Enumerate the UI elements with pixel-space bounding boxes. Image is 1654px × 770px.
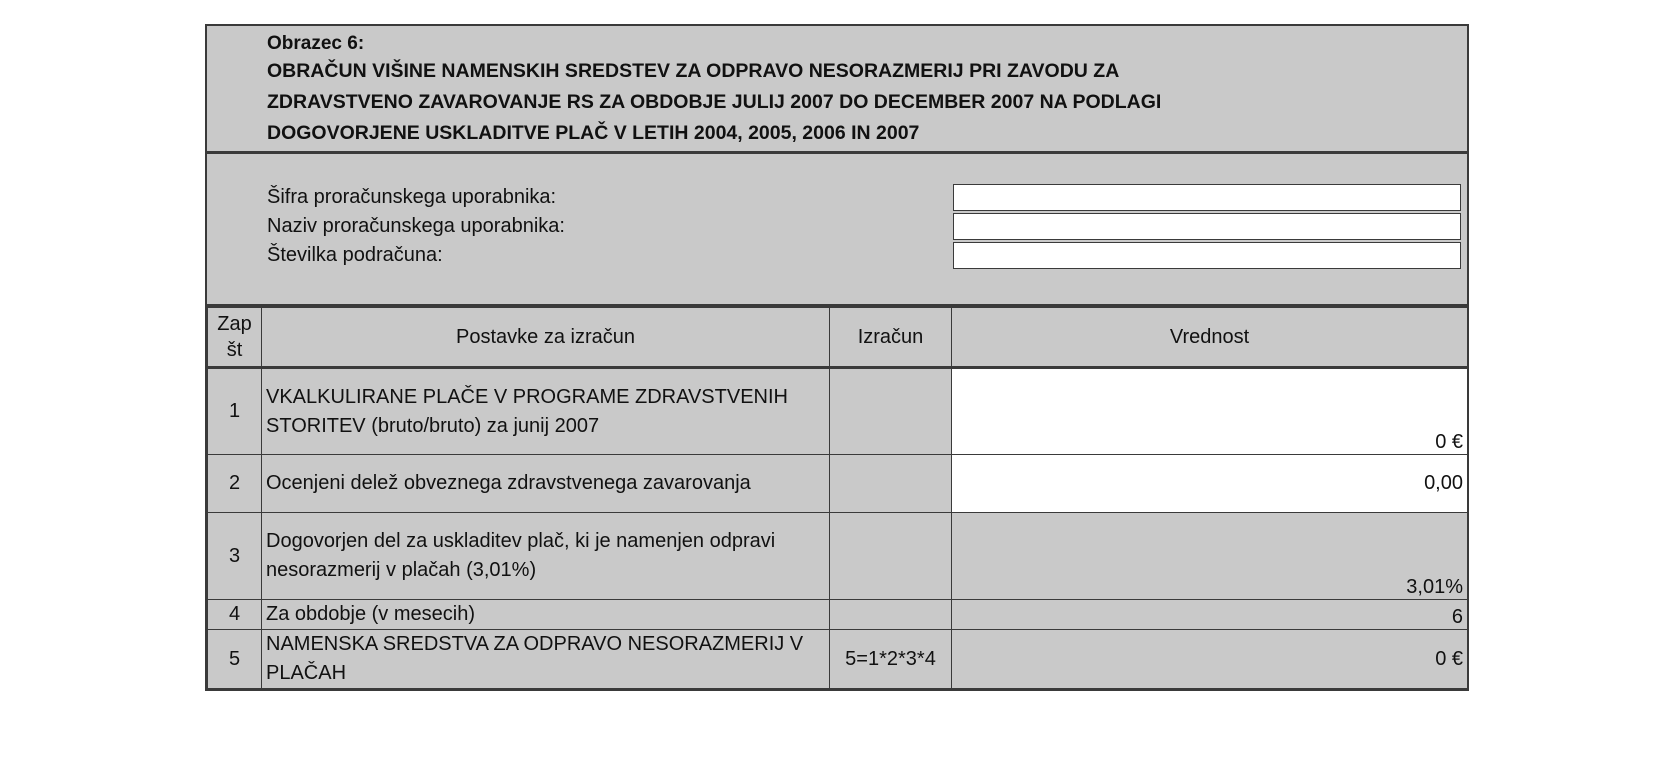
row-number: 5 [208,630,262,689]
naziv-field[interactable] [953,213,1461,240]
row-calc: 5=1*2*3*4 [830,630,952,689]
row-description: Za obdobje (v mesecih) [262,600,830,630]
row-description: NAMENSKA SREDSTVA ZA ODPRAVO NESORAZMERIJ V PLAČAH [262,630,830,689]
row-value: 3,01% [952,513,1468,600]
row-calc [830,455,952,513]
table-row [208,600,1468,630]
row-calc [830,600,952,630]
sifra-field[interactable] [953,184,1461,211]
stevilka-field[interactable] [953,242,1461,269]
calculation-table [207,307,1468,689]
form-header [207,26,1467,154]
header-vrednost: Vrednost [952,308,1468,368]
form-label: Obrazec 6: [267,33,365,54]
row-value-input[interactable]: 0 € [952,368,1468,455]
table-row [208,513,1468,600]
row-value-input[interactable]: 0,00 [952,455,1468,513]
table-row [208,630,1468,689]
form-title: OBRAČUN VIŠINE NAMENSKIH SREDSTEV ZA ODPRAVO NESORAZMERIJ PRI ZAVODU ZA ZDRAVSTVENO ZAVAROVANJE RS ZA OBDOBJE JULIJ 2007 DO DECEMBER 2007 NA PODLAGI DOGOVORJENE USKLADITVE PLAČ V LETIH 2004, 2005, 2006 IN 2007 [267,60,1162,144]
row-description: Ocenjeni delež obveznega zdravstvenega zavarovanja [262,455,830,513]
row-number: 4 [208,600,262,630]
row-calc [830,368,952,455]
row-number: 2 [208,455,262,513]
row-number: 3 [208,513,262,600]
table-row [208,455,1468,513]
form-obrazec-6 [205,24,1469,691]
header-postavke: Postavke za izračun [262,308,830,368]
header-izracun: Izračun [830,308,952,368]
row-description: Dogovorjen del za uskladitev plač, ki je namenjen odpravi nesorazmerij v plačah (3,01%) [262,513,830,600]
row-calc [830,513,952,600]
sifra-label: Šifra proračunskega uporabnika: [267,186,557,208]
table-row [208,368,1468,455]
table-header-row [208,308,1468,368]
row-number: 1 [208,368,262,455]
row-description: VKALKULIRANE PLAČE V PROGRAME ZDRAVSTVENIH STORITEV (bruto/bruto) za junij 2007 [262,368,830,455]
row-value: 6 [952,600,1468,630]
row-total-value: 0 € [952,630,1468,689]
header-zap: Zap št [208,308,262,368]
info-section [207,154,1467,307]
naziv-label: Naziv proračunskega uporabnika: [267,215,565,237]
stevilka-label: Številka podračuna: [267,244,443,266]
